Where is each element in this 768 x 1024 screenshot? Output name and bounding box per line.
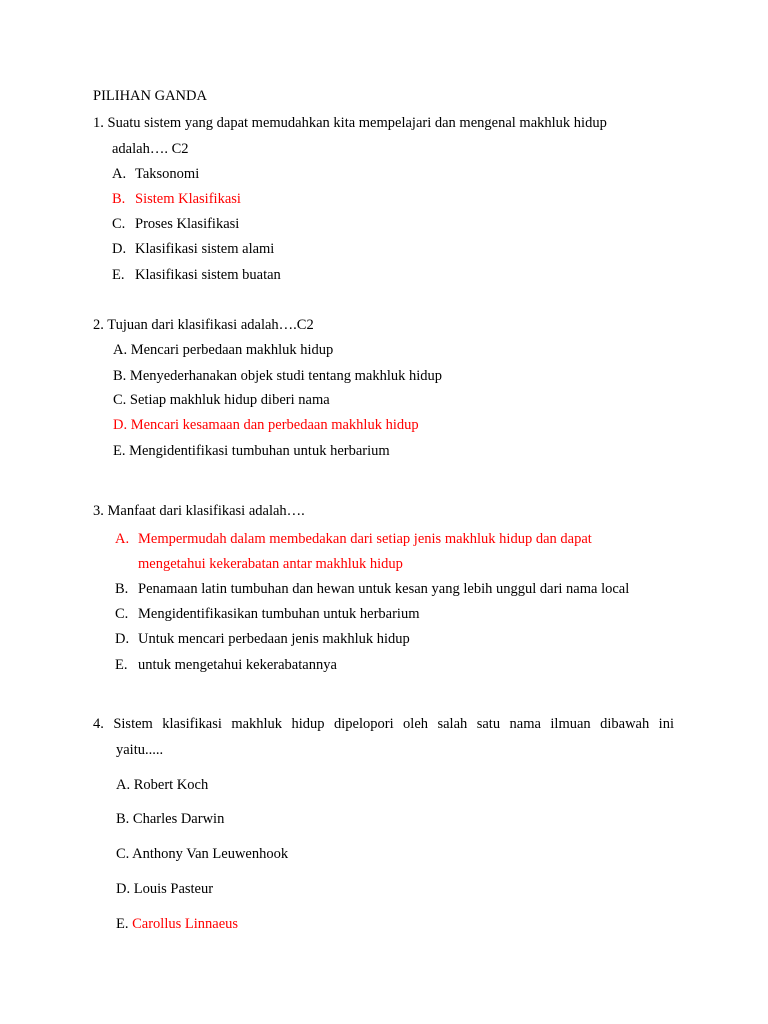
- option-text: Penamaan latin tumbuhan dan hewan untuk kesan yang lebih unggul dari nama local: [138, 581, 630, 597]
- q4-option-b: B. Charles Darwin: [116, 811, 225, 827]
- question-4-text-cont: yaitu.....: [116, 742, 164, 758]
- option-letter: D.: [115, 631, 130, 647]
- option-text: Mempermudah dalam membedakan dari setiap jenis makhluk hidup dan dapat: [138, 531, 592, 547]
- option-text: untuk mengetahui kekerabatannya: [138, 657, 337, 673]
- q2-option-c: C. Setiap makhluk hidup diberi nama: [113, 392, 330, 408]
- question-4-text: 4. Sistem klasifikasi makhluk hidup dipelopori oleh salah satu nama ilmuan dibawah ini: [93, 716, 674, 732]
- q4-option-c: C. Anthony Van Leuwenhook: [116, 846, 289, 862]
- option-letter: B.: [115, 581, 129, 597]
- option-text-answer: Carollus Linnaeus: [132, 916, 239, 932]
- option-letter: C.: [112, 216, 126, 232]
- question-1-text-cont: adalah…. C2: [112, 141, 189, 157]
- section-title: PILIHAN GANDA: [93, 88, 207, 104]
- question-3-text: 3. Manfaat dari klasifikasi adalah….: [93, 503, 305, 519]
- q3-option-e: [115, 657, 337, 674]
- q4-option-e: [116, 916, 238, 933]
- option-letter: C.: [115, 606, 129, 622]
- q1-option-d: [112, 241, 275, 258]
- option-letter: A.: [112, 166, 127, 182]
- option-letter: E.: [115, 657, 128, 673]
- option-text: Mengidentifikasikan tumbuhan untuk herbarium: [138, 606, 420, 622]
- option-text: Taksonomi: [135, 166, 200, 182]
- q3-option-d: [115, 631, 410, 648]
- q1-option-c: [112, 216, 240, 233]
- q3-option-a-answer-cont: mengetahui kekerabatan antar makhluk hidup: [138, 556, 403, 572]
- q1-option-e: [112, 267, 281, 284]
- option-text: Sistem Klasifikasi: [135, 191, 241, 207]
- question-2-text: 2. Tujuan dari klasifikasi adalah….C2: [93, 317, 314, 333]
- q1-option-b-answer: [112, 191, 241, 208]
- q2-option-b: B. Menyederhanakan objek studi tentang makhluk hidup: [113, 368, 442, 384]
- option-text: Klasifikasi sistem alami: [135, 241, 275, 257]
- option-letter: D.: [112, 241, 127, 257]
- q4-option-d: D. Louis Pasteur: [116, 881, 214, 897]
- q2-option-d-answer: D. Mencari kesamaan dan perbedaan makhluk hidup: [113, 417, 419, 433]
- q2-option-a: A. Mencari perbedaan makhluk hidup: [113, 342, 334, 358]
- q3-option-c: [115, 606, 420, 623]
- option-letter: B.: [112, 191, 126, 207]
- q4-option-a: A. Robert Koch: [116, 777, 209, 793]
- option-letter: E.: [116, 916, 129, 932]
- option-text: Klasifikasi sistem buatan: [135, 267, 281, 283]
- option-text: Untuk mencari perbedaan jenis makhluk hidup: [138, 631, 410, 647]
- option-letter: E.: [112, 267, 125, 283]
- question-1-text: 1. Suatu sistem yang dapat memudahkan kita mempelajari dan mengenal makhluk hidup: [93, 115, 607, 131]
- q1-option-a: [112, 166, 200, 183]
- q3-option-b: [115, 581, 630, 598]
- option-text: Proses Klasifikasi: [135, 216, 240, 232]
- q2-option-e: E. Mengidentifikasi tumbuhan untuk herbarium: [113, 443, 390, 459]
- q3-option-a-answer: [115, 531, 592, 548]
- option-letter: A.: [115, 531, 130, 547]
